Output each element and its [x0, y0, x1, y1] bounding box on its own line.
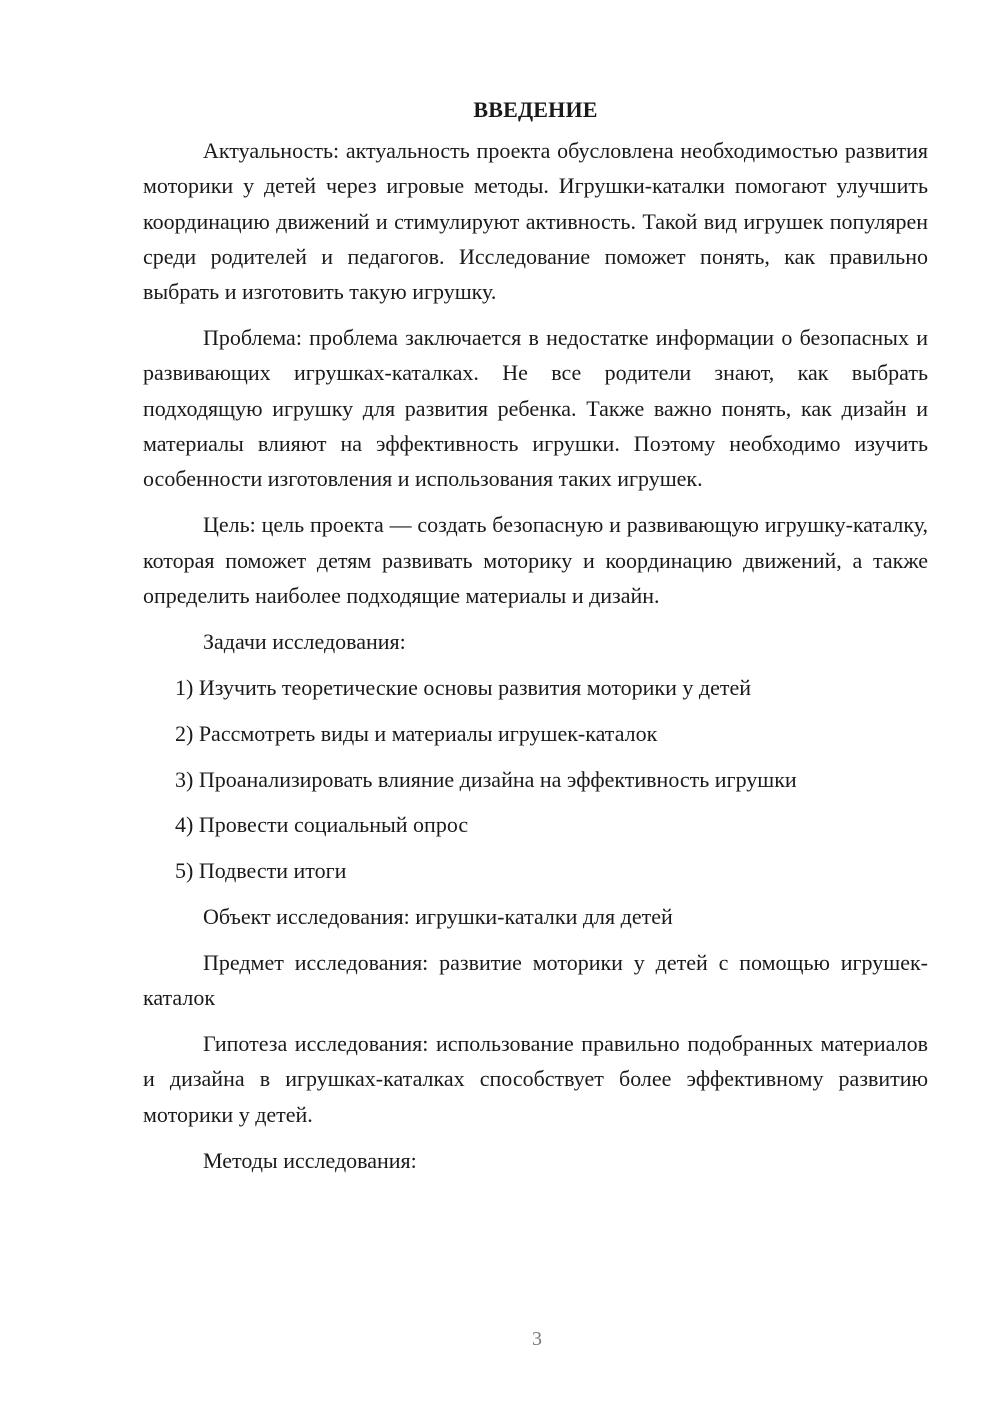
subject-paragraph: Предмет исследования: развитие моторики у детей с помощью игрушек-каталок [143, 949, 928, 1011]
page-number: 3 [532, 1328, 542, 1350]
tasks-list [143, 670, 928, 888]
hypothesis-paragraph: Гипотеза исследования: использование правильно подобранных материалов и дизайна в игрушках-каталках способствует более эффективному развитию моторики у детей. [143, 1031, 928, 1127]
task-item: 5) Подвести итоги [175, 858, 347, 884]
section-title: ВВЕДЕНИЕ [473, 97, 598, 122]
problem-paragraph: Проблема: проблема заключается в недостатке информации о безопасных и развивающих игрушках-каталках. Не все родители знают, как выбрать подходящую игрушку для развития ребенка. Также важно понять, как дизайн и материалы влияют на эффективность игрушки. Поэтому необходимо изучить особенности изготовления и использования таких игрушек. [143, 325, 928, 492]
tasks-heading: Задачи исследования: [203, 628, 406, 654]
task-item: 1) Изучить теоретические основы развития моторики у детей [175, 674, 752, 700]
relevance-paragraph: Актуальность: актуальность проекта обусловлена необходимостью развития моторики у детей через игровые методы. Игрушки-каталки помогают улучшить координацию движений и стимулируют активность. Такой вид игрушек популярен среди родителей и педагогов. Исследование поможет понять, как правильно выбрать и изготовить такую игрушку. [143, 138, 928, 305]
task-item: 4) Провести социальный опрос [175, 812, 469, 838]
object-paragraph: Объект исследования: игрушки-каталки для детей [203, 903, 673, 929]
goal-paragraph: Цель: цель проекта — создать безопасную и развивающую игрушку-каталку, которая поможет детям развивать моторику и координацию движений, а также определить наиболее подходящие материалы и дизайн. [143, 512, 928, 608]
methods-heading: Методы исследования: [203, 1147, 417, 1173]
task-item: 2) Рассмотреть виды и материалы игрушек-каталок [175, 720, 658, 746]
task-item: 3) Проанализировать влияние дизайна на эффективность игрушки [175, 766, 797, 792]
page-content [143, 92, 928, 1189]
